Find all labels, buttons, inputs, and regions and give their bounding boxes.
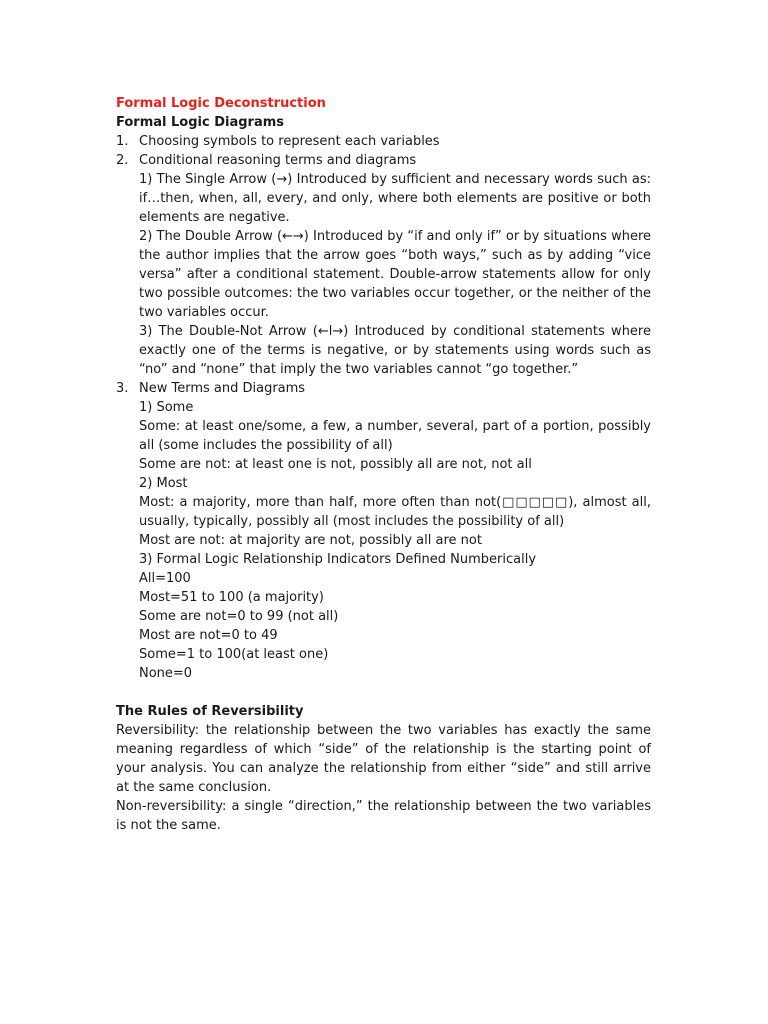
list-item-text: Conditional reasoning terms and diagrams [139, 153, 417, 168]
double-not-arrow-paragraph: 3) The Double-Not Arrow (←l→) Introduced by conditional statements where exactly one of the terms is negative, or by statements using words such as “no” and “none” that imply the two variables cannot “go together.” [139, 324, 651, 377]
list-number: 1. [116, 134, 129, 149]
list-item [116, 132, 651, 151]
list-number: 3. [116, 381, 129, 396]
list-number: 2. [116, 153, 129, 168]
indicator-line: Some are not=0 to 99 (not all) [139, 609, 339, 624]
list-item-text: New Terms and Diagrams [139, 381, 306, 396]
conditional-subsection [116, 170, 651, 379]
term-definition-some: Some: at least one/some, a few, a number, several, part of a portion, possibly all (some includes the possibility of all) [139, 419, 651, 453]
indicator-line: Some=1 to 100(at least one) [139, 647, 329, 662]
indicator-line: None=0 [139, 666, 193, 681]
document-title: Formal Logic Deconstruction [116, 96, 326, 111]
section-heading-reversibility: The Rules of Reversibility [116, 704, 304, 719]
term-heading-indicators: 3) Formal Logic Relationship Indicators Defined Numberically [139, 552, 537, 567]
reversibility-paragraph: Reversibility: the relationship between the two variables has exactly the same meaning regardless of which “side” of the relationship is the starting point of your analysis. You can analyze the relationship from either “side” and still arrive at the same conclusion. [116, 723, 651, 795]
new-terms-subsection [116, 398, 651, 683]
term-heading-most: 2) Most [139, 476, 188, 491]
non-reversibility-paragraph: Non-reversibility: a single “direction,” the relationship between the two variables is not the same. [116, 799, 651, 833]
section-heading-diagrams: Formal Logic Diagrams [116, 115, 284, 130]
blank-line [116, 683, 651, 702]
indicator-line: All=100 [139, 571, 191, 586]
list-item [116, 151, 651, 170]
term-definition-some-are-not: Some are not: at least one is not, possibly all are not, not all [139, 457, 532, 472]
indicator-line: Most=51 to 100 (a majority) [139, 590, 324, 605]
indicator-line: Most are not=0 to 49 [139, 628, 278, 643]
term-heading-some: 1) Some [139, 400, 194, 415]
list-item [116, 379, 651, 398]
single-arrow-paragraph: 1) The Single Arrow (→) Introduced by sufficient and necessary words such as: if…then, when, all, every, and only, where both elements are positive or both elements are negative. [139, 172, 651, 225]
term-definition-most-are-not: Most are not: at majority are not, possibly all are not [139, 533, 482, 548]
term-definition-most: Most: a majority, more than half, more often than not(□□□□□), almost all, usually, typically, possibly all (most includes the possibility of all) [139, 495, 651, 529]
document-page [116, 94, 651, 835]
list-item-text: Choosing symbols to represent each variables [139, 134, 440, 149]
double-arrow-paragraph: 2) The Double Arrow (←→) Introduced by “if and only if” or by situations where the author implies that the arrow goes “both ways,” such as by adding “vice versa” after a conditional statement. Double-arrow statements allow for only two possible outcomes: the two variables occur together, or the neither of the two variables occur. [139, 229, 651, 320]
